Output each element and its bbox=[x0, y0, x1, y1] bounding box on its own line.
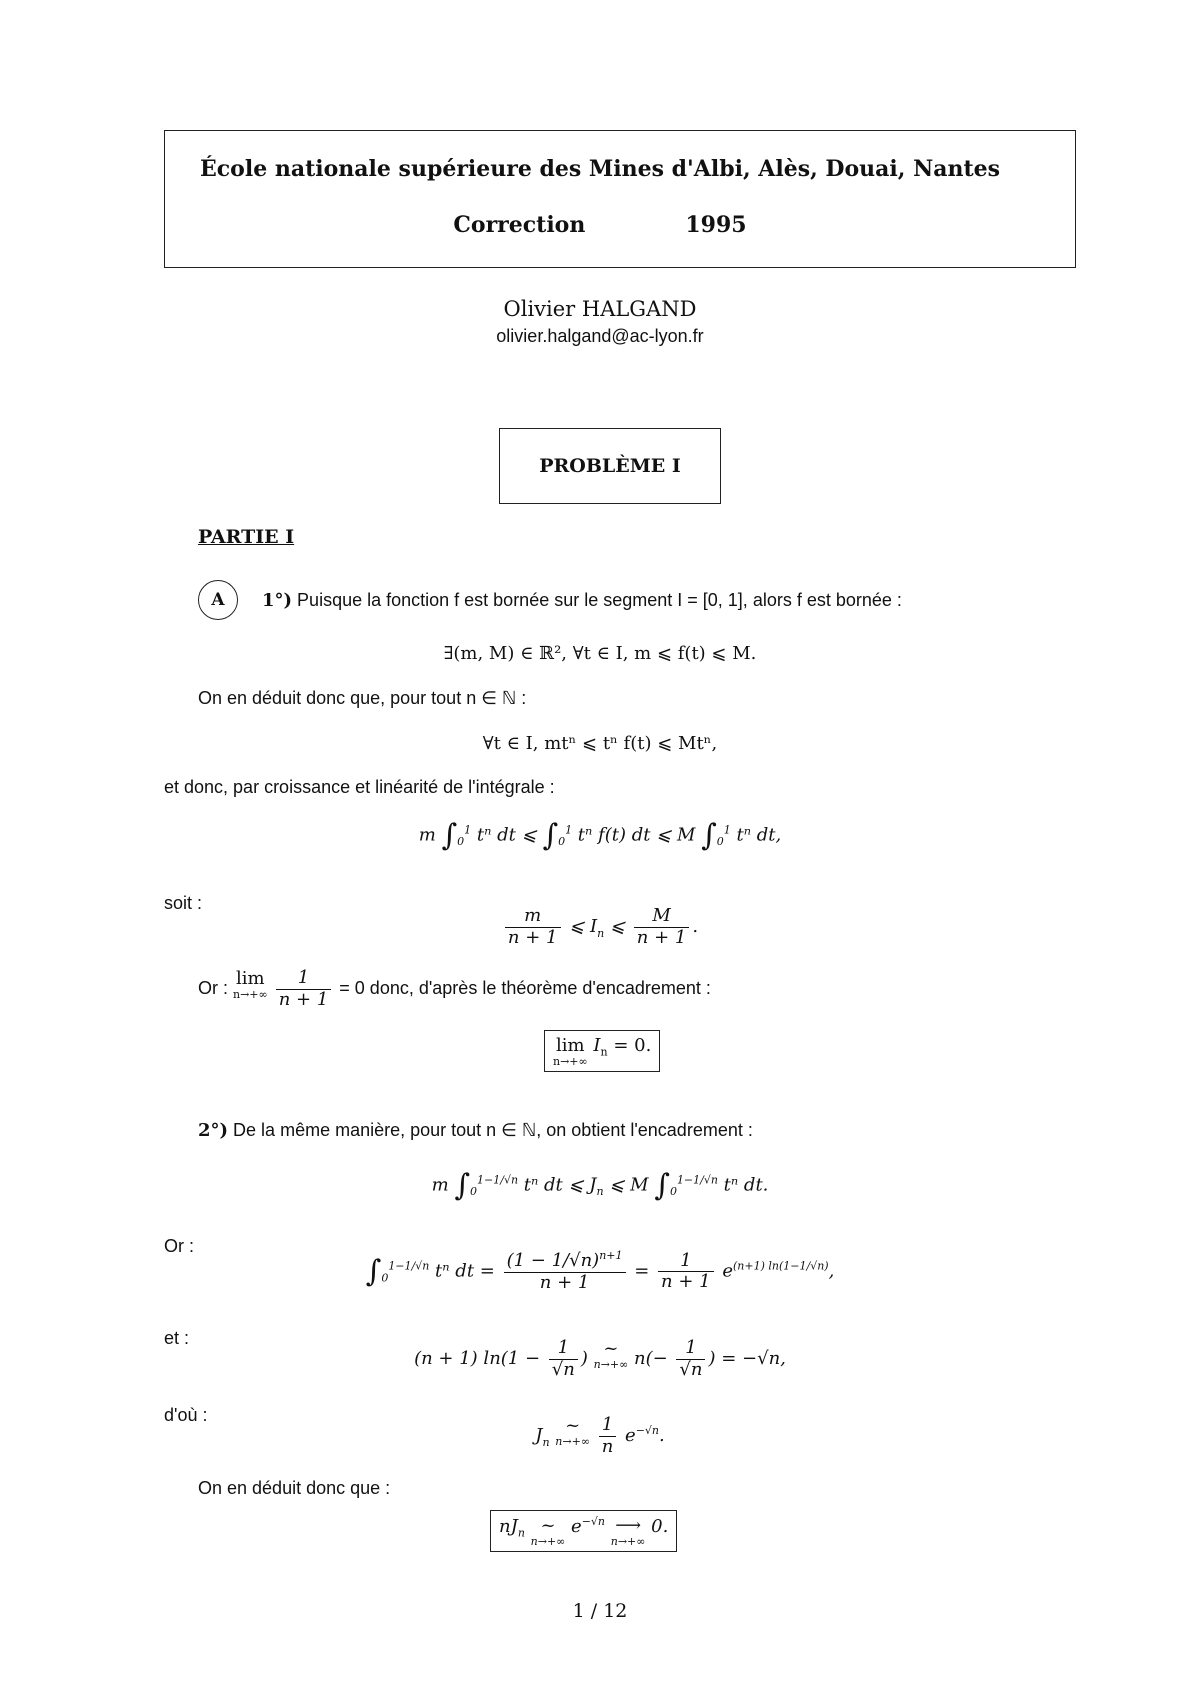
result-limit-In: lim n→+∞ $I_n = 0$. bbox=[544, 1030, 660, 1072]
result-nJn-limit: $nJ_n$ ~ n→+∞ $e^{-√n}$ ⟶ n→+∞ 0. bbox=[490, 1510, 677, 1552]
subtitle bbox=[0, 212, 1200, 238]
q2-intro-text: De la même manière, pour tout n ∈ ℕ, on obtient l'encadrement : bbox=[228, 1120, 753, 1140]
document-year: 1995 bbox=[685, 212, 747, 238]
q1-text-5: Or : lim n→+∞ $\frac{1}{n + 1}$ = 0 donc, d'après le théorème d'encadrement : bbox=[198, 967, 711, 1010]
result-limit-In-value: = 0. bbox=[613, 1035, 652, 1056]
equation-integral-bounds: m $\int_0^1$ tⁿ dt ⩽ $\int_0^1$ tⁿ f(t) dt ⩽ M $\int_0^1$ tⁿ dt, bbox=[418, 818, 782, 853]
school-title: École nationale supérieure des Mines d'Albi, Alès, Douai, Nantes bbox=[200, 156, 1000, 182]
author-email: olivier.halgand@ac-lyon.fr bbox=[496, 326, 704, 346]
equation-equivalent-log: (n + 1) ln(1 − $\frac{1}{√n}$ ) ~ n→+∞ n(− $\frac{1}{√n}$ ) = −√n, bbox=[414, 1337, 786, 1380]
q1-intro-text: Puisque la fonction f est bornée sur le segment I = [0, 1], alors f est bornée : bbox=[292, 590, 902, 610]
q2-text-or: Or : bbox=[164, 1236, 194, 1256]
section-letter: A bbox=[211, 590, 225, 610]
q1-number: 1°) bbox=[262, 590, 293, 611]
q2-text-et: et : bbox=[164, 1328, 190, 1348]
title-box bbox=[164, 130, 1076, 268]
equation-In-bounds: $\frac{m}{n + 1}$ ⩽ $I_n$ ⩽ $\frac{M}{n + 1}$ . bbox=[0, 906, 1200, 948]
equation-bounds: ∃(m, M) ∈ ℝ², ∀t ∈ I, m ⩽ f(t) ⩽ M. bbox=[443, 643, 757, 664]
equation-Jn-equivalent: $J_n$ ~ n→+∞ $\frac{1}{n}$ $e^{-√n}$. bbox=[535, 1414, 665, 1457]
section-letter-badge bbox=[198, 580, 238, 620]
q1-intro bbox=[262, 590, 902, 611]
page-number: 1 / 12 bbox=[572, 1600, 628, 1622]
equation-Jn-bounds: m $\int_0^{1-1/√n}$ tⁿ dt ⩽ $J_n$ ⩽ M $\int_0^{1-1/√n}$ tⁿ dt. bbox=[431, 1168, 769, 1203]
q2-text-dou: d'où : bbox=[164, 1405, 208, 1425]
q2-intro bbox=[198, 1120, 753, 1141]
q1-text-2: On en déduit donc que, pour tout n ∈ ℕ : bbox=[198, 688, 527, 708]
problem-title bbox=[499, 428, 721, 504]
q1-text-3: et donc, par croissance et linéarité de l'intégrale : bbox=[164, 777, 555, 797]
equation-pointwise: ∀t ∈ I, mtⁿ ⩽ tⁿ f(t) ⩽ Mtⁿ, bbox=[482, 733, 718, 754]
q2-number: 2°) bbox=[198, 1120, 229, 1141]
q1-text-4: soit : bbox=[164, 893, 203, 913]
part-title: PARTIE I bbox=[198, 526, 295, 548]
document-type: Correction bbox=[453, 212, 586, 238]
q2-text-final: On en déduit donc que : bbox=[198, 1478, 391, 1498]
author-name: Olivier HALGAND bbox=[503, 297, 697, 321]
q1-text-5b: = 0 donc, d'après le théorème d'encadrement : bbox=[334, 977, 711, 998]
equation-integral-value: $\int_0^{1-1/√n}$ tⁿ dt = $\frac{(1 - 1/√n)^{n+1}}{n + 1}$ = $\frac{1}{n + 1}$ $e^{(n+1) ln(1-1/√n)}$, bbox=[365, 1249, 835, 1293]
q1-text-5a: Or : bbox=[198, 977, 233, 998]
problem-title-text: PROBLÈME I bbox=[539, 455, 681, 477]
